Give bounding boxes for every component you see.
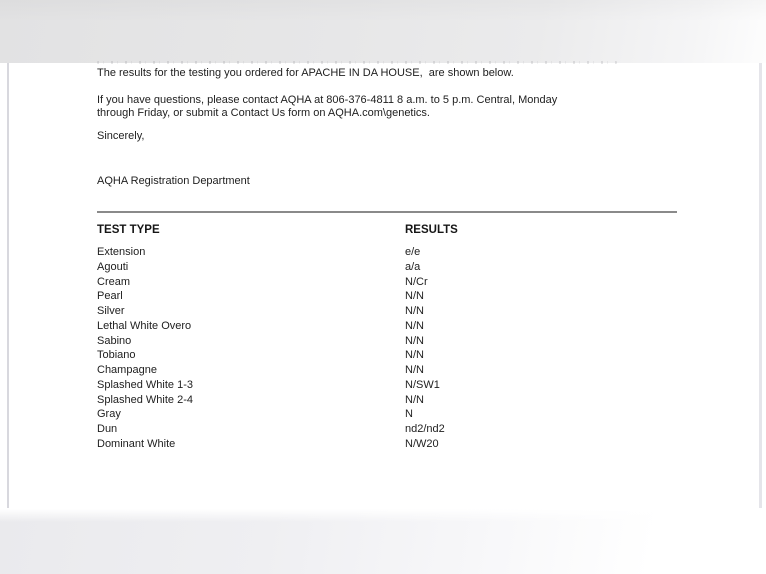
table-row [97, 422, 717, 437]
table-row [97, 437, 717, 452]
intro-line: The results for the testing you ordered for APACHE IN DA HOUSE, are shown below. [97, 67, 514, 79]
closing-line: Sincerely, [97, 130, 145, 142]
table-row [97, 304, 717, 319]
table-row [97, 275, 717, 290]
table-row [97, 334, 717, 349]
test-type-cell: Cream [97, 275, 131, 288]
table-row [97, 348, 717, 363]
test-type-cell: Sabino [97, 334, 132, 347]
test-type-cell: Splashed White 1-3 [97, 378, 193, 391]
test-type-cell: Tobiano [97, 349, 136, 362]
result-cell: nd2/nd2 [405, 423, 445, 435]
result-cell: N/N [405, 319, 424, 332]
contact-line-2: through Friday, or submit a Contact Us form on AQHA.com\genetics. [97, 107, 430, 119]
test-type-cell: Silver [97, 305, 125, 317]
result-cell: N/N [405, 364, 424, 376]
result-cell: N/W20 [405, 437, 439, 450]
result-cell: N/N [405, 290, 424, 303]
contact-line-1: If you have questions, please contact AQHA at 806-376-4811 8 a.m. to 5 p.m. Central, Monday [97, 94, 558, 106]
test-type-cell: Extension [97, 246, 146, 258]
test-type-cell: Dun [97, 423, 118, 435]
table-row [97, 378, 717, 393]
result-cell: N/N [405, 334, 424, 347]
table-row [97, 319, 717, 334]
result-cell: e/e [405, 246, 421, 258]
table-row [97, 363, 717, 378]
test-type-cell: Splashed White 2-4 [97, 393, 193, 406]
table-row [97, 393, 717, 408]
result-cell: a/a [405, 260, 421, 273]
test-type-column-header: TEST TYPE [97, 224, 160, 236]
table-row [97, 245, 717, 260]
test-type-cell: Dominant White [97, 437, 176, 450]
result-cell: N/SW1 [405, 378, 440, 391]
result-cell: N/N [405, 393, 424, 406]
test-type-cell: Agouti [97, 260, 129, 273]
result-cell: N/Cr [405, 275, 428, 288]
table-row [97, 260, 717, 275]
results-table-body [97, 245, 717, 452]
test-type-cell: Gray [97, 408, 121, 421]
result-cell: N/N [405, 349, 424, 362]
section-divider [97, 211, 677, 213]
test-type-cell: Pearl [97, 290, 123, 303]
results-table-header [97, 223, 717, 237]
table-row [97, 289, 717, 304]
result-cell: N/N [405, 305, 424, 317]
results-column-header: RESULTS [405, 224, 458, 236]
test-type-cell: Lethal White Overo [97, 319, 192, 332]
result-cell: N [405, 408, 413, 421]
table-row [97, 407, 717, 422]
test-type-cell: Champagne [97, 364, 157, 376]
contact-paragraph [97, 94, 557, 120]
signature-line: AQHA Registration Department [97, 175, 250, 187]
